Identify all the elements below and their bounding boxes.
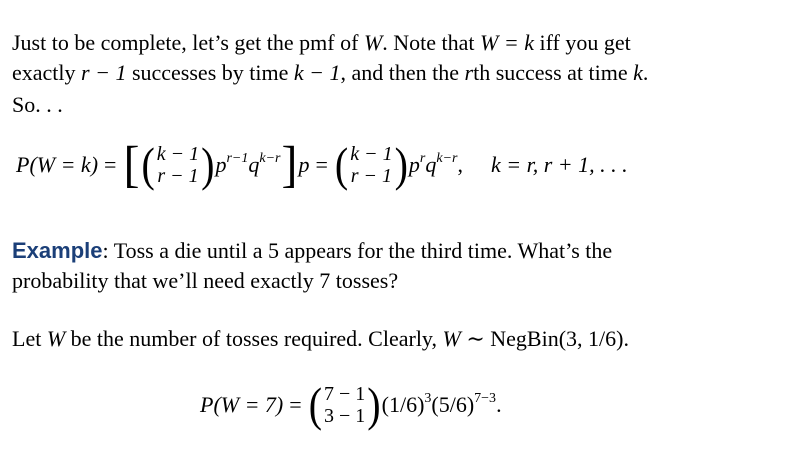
binom-top: k − 1	[156, 143, 200, 165]
term-five-sixths: $(5/6)^{7-3}$	[431, 391, 497, 417]
binomial-coefficient	[157, 143, 199, 187]
math-k: k	[633, 60, 643, 85]
solution-line	[12, 324, 629, 354]
pmf-formula	[16, 138, 628, 192]
equals-sign: =	[289, 392, 302, 417]
math-k-minus-1: k − 1	[293, 60, 341, 85]
math-w-equals-k: W = k	[480, 30, 534, 55]
intro-line-1	[12, 28, 631, 58]
formula-lhs: P(W = 7)	[200, 392, 284, 417]
binom-top: 7 − 1	[324, 383, 366, 405]
support-range: k = r, r + 1, . . .	[490, 152, 628, 177]
right-bracket: ]	[281, 136, 298, 193]
distribution: NegBin(3, 1/6).	[490, 326, 629, 351]
period: .	[496, 392, 502, 417]
term-one-sixth: $(1/6)^3$	[381, 391, 432, 417]
left-paren: (	[334, 137, 349, 192]
equals-sign: =	[315, 152, 328, 177]
formula-lhs: P(W = k)	[16, 152, 99, 177]
example-label: Example	[12, 238, 103, 263]
example-text: : Toss a die until a 5 appears for the third time. What’s the	[102, 238, 613, 263]
equals-sign: =	[104, 152, 117, 177]
solution-text: Let	[12, 326, 47, 351]
intro-text: exactly	[12, 60, 82, 85]
binom-bottom: 3 − 1	[324, 405, 366, 427]
p-factor: p	[298, 152, 310, 177]
var-w: W	[46, 326, 66, 351]
right-paren: )	[394, 137, 408, 192]
math-r-minus-1: r − 1	[81, 60, 127, 85]
q-power: $q^{k-r}$	[425, 151, 458, 177]
intro-line-3: So. . .	[12, 92, 63, 117]
right-paren: )	[201, 137, 215, 192]
var-w: W	[442, 326, 461, 351]
intro-text: .	[642, 60, 649, 85]
binomial-coefficient	[350, 143, 392, 187]
intro-line-2	[12, 58, 648, 88]
binom-bottom: r − 1	[350, 165, 393, 187]
intro-text: , and then the	[340, 60, 465, 85]
solution-text: be the number of tosses required. Clearly,	[65, 326, 443, 351]
binom-bottom: r − 1	[157, 165, 199, 187]
example-formula	[200, 378, 502, 432]
tilde: ∼	[460, 326, 491, 351]
intro-text: th success at time	[473, 60, 634, 85]
left-paren: (	[141, 137, 155, 192]
left-paren: (	[308, 377, 323, 432]
intro-text: successes by time	[126, 60, 294, 85]
intro-text: iff you get	[533, 30, 631, 55]
math-r: r	[464, 60, 474, 85]
var-w: W	[363, 30, 383, 55]
binomial-coefficient	[324, 383, 365, 427]
binom-top: k − 1	[350, 143, 393, 165]
intro-text: . Note that	[382, 30, 481, 55]
p-power: $p^r$	[408, 151, 426, 177]
p-power: $p^{r-1}$	[215, 151, 249, 177]
intro-text: Just to be complete, let’s get the pmf of	[12, 30, 364, 55]
right-paren: )	[367, 377, 381, 432]
q-power: $q^{k-r}$	[248, 151, 281, 177]
example-line-1	[12, 236, 612, 266]
comma: ,	[457, 152, 463, 177]
example-line-2: probability that we’ll need exactly 7 tosses?	[12, 268, 399, 293]
left-bracket: [	[123, 136, 140, 193]
